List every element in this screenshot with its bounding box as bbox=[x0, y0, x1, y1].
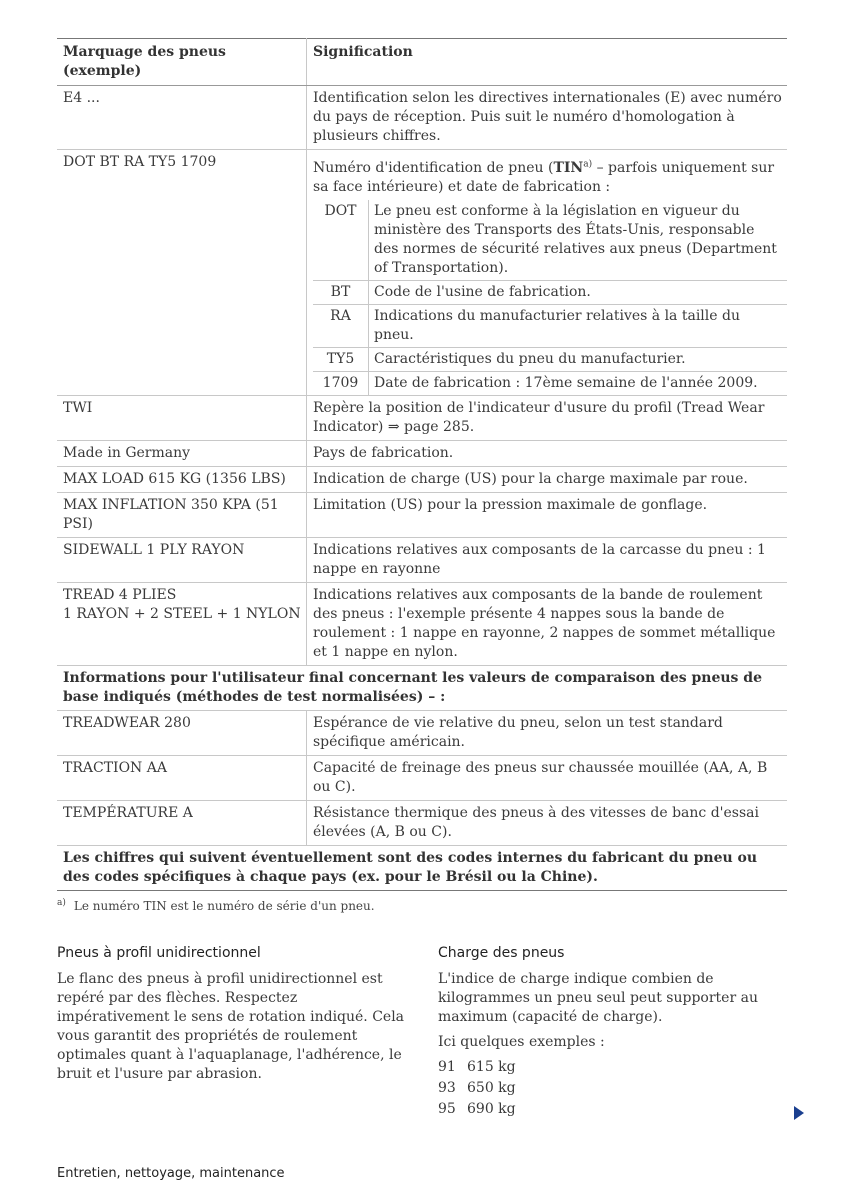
dot-code: RA bbox=[313, 305, 369, 348]
page-footer: Entretien, nettoyage, maintenance bbox=[57, 1166, 285, 1181]
marking-cell: TEMPÉRATURE A bbox=[57, 801, 307, 846]
dot-desc: Le pneu est conforme à la législation en vigueur du ministère des Transports des États-Unis, responsable des normes de sécurité relatives aux pneus (Department of Transportation). bbox=[369, 200, 788, 281]
tin-term: TIN bbox=[553, 160, 584, 176]
marking-line: TREAD 4 PLIES bbox=[63, 587, 177, 603]
marking-cell: SIDEWALL 1 PLY RAYON bbox=[57, 538, 307, 583]
marking-cell bbox=[57, 583, 307, 666]
meaning-cell: Indications relatives aux composants de la carcasse du pneu : 1 nappe en rayonne bbox=[307, 538, 788, 583]
meaning-cell: Indications relatives aux composants de la bande de roulement des pneus : l'exemple présente 4 nappes sous la bande de roulement : 1 nappe en rayonne, 2 nappes de sommet métallique et 1 nappe en nylon. bbox=[307, 583, 788, 666]
meaning-cell: Pays de fabrication. bbox=[307, 441, 788, 467]
closing-note: Les chiffres qui suivent éventuellement sont des codes internes du fabricant du pneu ou des codes spécifiques à chaque pays (ex. pour le Brésil ou la Chine). bbox=[57, 846, 787, 891]
meaning-cell: Espérance de vie relative du pneu, selon un test standard spécifique américain. bbox=[307, 711, 788, 756]
marking-cell: TREADWEAR 280 bbox=[57, 711, 307, 756]
dot-code: TY5 bbox=[313, 348, 369, 372]
section-body: Le flanc des pneus à profil unidirectionnel est repéré par des flèches. Respectez impérativement le sens de rotation indiqué. Cela vous garantit des propriétés de roulement optimales quant à l'aquaplanage, l'adhérence, le bruit et l'usure par abrasion. bbox=[57, 971, 405, 1082]
meaning-cell: Limitation (US) pour la pression maximale de gonflage. bbox=[307, 493, 788, 538]
table-row bbox=[57, 583, 787, 666]
section-body: L'indice de charge indique combien de kilogrammes un pneu seul peut supporter au maximum (capacité de charge). bbox=[438, 971, 758, 1025]
table-row bbox=[57, 441, 787, 467]
meaning-cell: Identification selon les directives internationales (E) avec numéro du pays de réception. Puis suit le numéro d'homologation à plusieurs chiffres. bbox=[307, 86, 788, 150]
list-item bbox=[438, 1100, 768, 1119]
table-row bbox=[57, 801, 787, 846]
table-row bbox=[57, 86, 787, 150]
dot-desc: Date de fabrication : 17ème semaine de l'année 2009. bbox=[374, 375, 758, 391]
marking-cell: DOT BT RA TY5 1709 bbox=[57, 150, 307, 396]
table-row bbox=[57, 711, 787, 756]
info-header-row bbox=[57, 666, 787, 711]
list-item bbox=[438, 1058, 768, 1077]
dot-desc: Code de l'usine de fabrication. bbox=[369, 281, 788, 305]
dot-code: BT bbox=[313, 281, 369, 305]
dot-row bbox=[313, 200, 787, 281]
dot-row bbox=[313, 348, 787, 372]
footnote-mark: a) bbox=[57, 898, 66, 908]
dot-desc: Caractéristiques du pneu du manufacturier. bbox=[369, 348, 788, 372]
dot-code-table bbox=[313, 200, 787, 395]
next-page-arrow-icon[interactable] bbox=[794, 1106, 804, 1120]
dot-code: DOT bbox=[313, 200, 369, 281]
marking-cell: MAX INFLATION 350 KPA (51 PSI) bbox=[57, 493, 307, 538]
table-row bbox=[57, 467, 787, 493]
marking-cell: TRACTION AA bbox=[57, 756, 307, 801]
tire-marking-table bbox=[57, 38, 787, 891]
marking-cell: MAX LOAD 615 KG (1356 LBS) bbox=[57, 467, 307, 493]
load-index: 91 bbox=[438, 1059, 456, 1075]
footnote-text: Le numéro TIN est le numéro de série d'un pneu. bbox=[73, 899, 375, 913]
table-row bbox=[57, 150, 787, 396]
load-value: 615 kg bbox=[467, 1059, 516, 1075]
col-header-meaning: Signification bbox=[307, 39, 788, 86]
examples-intro: Ici quelques exemples : bbox=[438, 1034, 605, 1050]
tire-load-section bbox=[438, 944, 768, 1121]
dot-desc: Indications du manufacturier relatives à la taille du pneu. bbox=[369, 305, 788, 348]
table-row bbox=[57, 396, 787, 441]
section-title: Pneus à profil unidirectionnel bbox=[57, 945, 261, 961]
meaning-cell: Repère la position de l'indicateur d'usure du profil (Tread Wear Indicator) ⇒ page 285. bbox=[307, 396, 788, 441]
unidirectional-section bbox=[57, 944, 412, 1090]
section-title: Charge des pneus bbox=[438, 945, 565, 961]
closing-note-row bbox=[57, 846, 787, 891]
dot-row bbox=[313, 305, 787, 348]
load-value: 650 kg bbox=[467, 1080, 516, 1096]
meaning-cell: Résistance thermique des pneus à des vitesses de banc d'essai élevées (A, B ou C). bbox=[307, 801, 788, 846]
info-header: Informations pour l'utilisateur final concernant les valeurs de comparaison des pneus de base indiqués (méthodes de test normalisées) – : bbox=[57, 666, 787, 711]
tin-text-post: – parfois uniquement sur sa face intérieure) et date de fabrication : bbox=[313, 160, 775, 195]
meaning-cell: Indication de charge (US) pour la charge maximale par roue. bbox=[307, 467, 788, 493]
dot-row bbox=[313, 281, 787, 305]
meaning-cell bbox=[307, 150, 788, 396]
marking-cell: E4 ... bbox=[57, 86, 307, 150]
table-row bbox=[57, 538, 787, 583]
load-index: 95 bbox=[438, 1101, 456, 1117]
footnote bbox=[57, 898, 375, 913]
list-item bbox=[438, 1079, 768, 1098]
meaning-cell: Capacité de freinage des pneus sur chaussée mouillée (AA, A, B ou C). bbox=[307, 756, 788, 801]
footnote-ref: a) bbox=[583, 159, 593, 170]
col-header-marking: Marquage des pneus (exemple) bbox=[57, 39, 307, 86]
dot-code: 1709 bbox=[313, 372, 369, 396]
tin-text-pre: Numéro d'identification de pneu ( bbox=[313, 160, 554, 176]
marking-cell: TWI bbox=[57, 396, 307, 441]
table-row bbox=[57, 493, 787, 538]
table-row bbox=[57, 756, 787, 801]
marking-cell: Made in Germany bbox=[57, 441, 307, 467]
dot-row bbox=[313, 372, 787, 396]
load-value: 690 kg bbox=[467, 1101, 516, 1117]
marking-line: 1 RAYON + 2 STEEL + 1 NYLON bbox=[63, 606, 301, 622]
load-index: 93 bbox=[438, 1080, 456, 1096]
table-header-row bbox=[57, 39, 787, 86]
